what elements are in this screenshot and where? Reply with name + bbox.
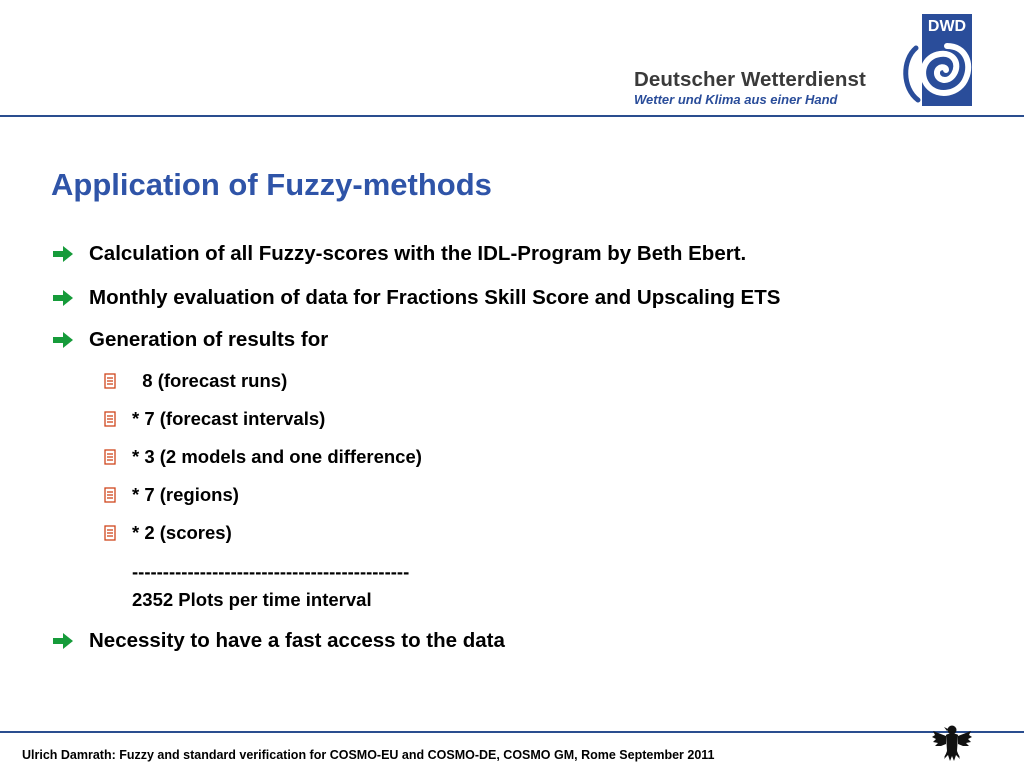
sub-bullet-item [103, 484, 239, 506]
dwd-logo-icon [896, 12, 976, 108]
bullet-item [52, 328, 328, 352]
sub-bullet-text: * 3 (2 models and one difference) [132, 446, 422, 467]
sub-bullet-text: 8 (forecast runs) [132, 370, 288, 391]
sub-bullet-item [103, 370, 287, 392]
total-plots-text: 2352 Plots per time interval [132, 589, 372, 610]
bullet-text: Generation of results for [89, 328, 329, 351]
sub-bullet-item [103, 522, 232, 544]
arrow-right-icon [52, 632, 74, 650]
sub-bullet-text: * 2 (scores) [132, 522, 232, 543]
bullet-item [52, 286, 780, 310]
sub-bullet-text: * 7 (forecast intervals) [132, 408, 326, 429]
arrow-right-icon [52, 245, 74, 263]
sub-bullet-item [103, 408, 325, 430]
footer-text: Ulrich Damrath: Fuzzy and standard verification for COSMO-EU and COSMO-DE, COSMO GM, Rome September 2011 [22, 748, 715, 762]
dwd-logo-text: DWD [927, 18, 967, 35]
bullet-text: Necessity to have a fast access to the data [89, 629, 505, 652]
federal-eagle-icon [930, 721, 974, 765]
list-marker-icon [103, 373, 117, 389]
bullet-text: Monthly evaluation of data for Fractions Skill Score and Upscaling ETS [89, 286, 781, 309]
org-tagline: Wetter und Klima aus einer Hand [634, 92, 838, 107]
separator-line: --------------------------------------------- [132, 561, 410, 582]
arrow-right-icon [52, 289, 74, 307]
list-marker-icon [103, 449, 117, 465]
arrow-right-icon [52, 331, 74, 349]
footer-divider [0, 731, 1024, 733]
list-marker-icon [103, 487, 117, 503]
list-marker-icon [103, 411, 117, 427]
bullet-text: Calculation of all Fuzzy-scores with the IDL-Program by Beth Ebert. [89, 242, 747, 265]
list-marker-icon [103, 525, 117, 541]
org-name: Deutscher Wetterdienst [634, 68, 866, 91]
header-divider [0, 115, 1024, 117]
bullet-item [52, 242, 746, 266]
slide-title: Application of Fuzzy-methods [51, 167, 492, 202]
bullet-item [52, 629, 505, 653]
sub-bullet-text: * 7 (regions) [132, 484, 239, 505]
sub-bullet-item [103, 446, 422, 468]
